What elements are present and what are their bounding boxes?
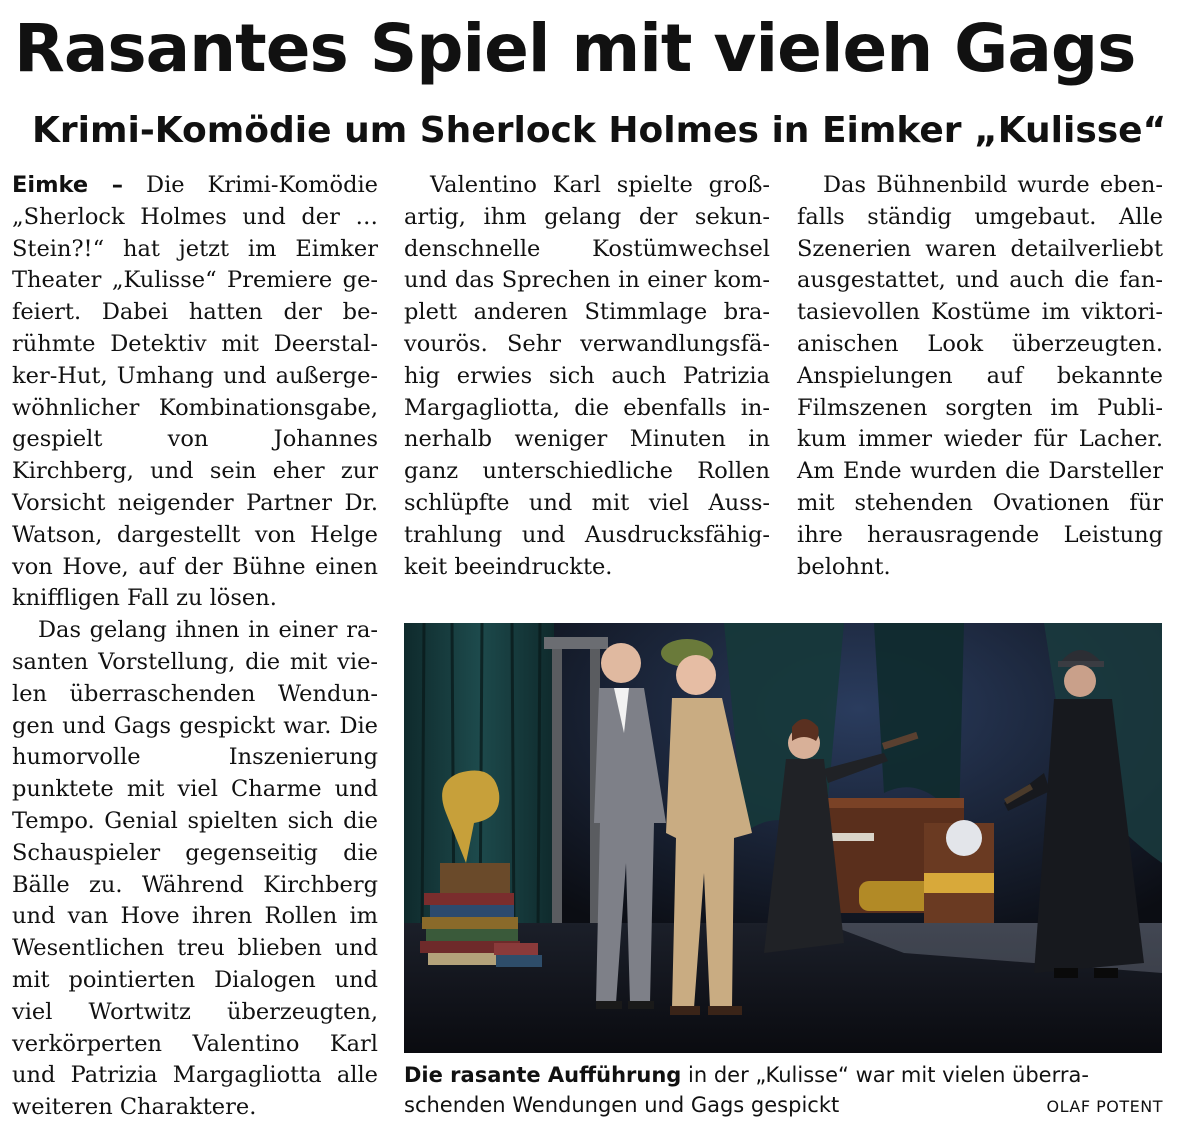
headline: Rasantes Spiel mit vielen Gags [14, 10, 1136, 87]
photo-credit: OLAF POTENT [1046, 1097, 1163, 1116]
article-paragraph-3: Valentino Karl spielte großartig, ihm gelang der sekundenschnelle Kostümwechsel und das Sprechen in einer komplett anderen Stimmlage bravourös. Sehr verwandlungsfähig erwies sich auch Patrizia Margagliotta, die ebenfalls innerhalb weniger Minuten in ganz unterschiedliche Rollen schlüpfte und mit viel Ausstrahlung und Ausdrucksfähigkeit beeindruckte. [404, 172, 770, 580]
caption-text: in der „Kulisse“ war mit vielen überraschenden Wendungen und Gags gespickt [404, 1063, 1089, 1117]
article-column-3 [797, 170, 1163, 583]
caption-lead: Die rasante Aufführung [404, 1063, 682, 1087]
subheadline: Krimi-Komödie um Sherlock Holmes in Eimker „Kulisse“ [32, 110, 1167, 151]
stage-photo [404, 623, 1162, 1053]
article-paragraph-1 [12, 170, 378, 615]
article-column-1 [12, 170, 378, 1124]
article-paragraph-2: Das gelang ihnen in einer rasanten Vorstellung, die mit vielen überraschenden Wendungen und Gags gespickt war. Die humorvolle Inszenierung punktete mit viel Charme und Tempo. Genial spielten sich die Schauspieler gegenseitig die Bälle zu. Während Kirchberg und van Hove ihren Rollen im Wesentlichen treu blieben und mit pointierten Dialogen und viel Wortwitz überzeugten, verkörperten Valentino Karl und Patrizia Margagliotta alle weiteren Charaktere. [12, 617, 378, 1121]
paragraph-1-text: Die Krimi-Komödie „Sherlock Holmes und der … Stein?!“ hat jetzt im Eimker Theater „Kulisse“ Premiere gefeiert. Dabei hatten der berühmte Detektiv mit Deerstalker-Hut, Umhang und außergewöhnlicher Kombinationsgabe, gespielt von Johannes Kirchberg, und sein eher zur Vorsicht neigender Partner Dr. Watson, dargestellt von Helge von Hove, auf der Bühne einen kniffligen Fall zu lösen. [12, 172, 378, 612]
stage-scene-illustration [404, 623, 1162, 1053]
article-paragraph-4: Das Bühnenbild wurde ebenfalls ständig umgebaut. Alle Szenerien waren detailverliebt ausgestattet, und auch die fantasievollen Kostüme im viktorianischen Look überzeugten. Anspielungen auf bekannte Filmszenen sorgten im Publikum immer wieder für Lacher. Am Ende wurden die Darsteller mit stehenden Ovationen für ihre herausragende Leistung belohnt. [797, 172, 1163, 580]
dateline: Eimke – [12, 172, 124, 198]
article-column-2 [404, 170, 770, 583]
